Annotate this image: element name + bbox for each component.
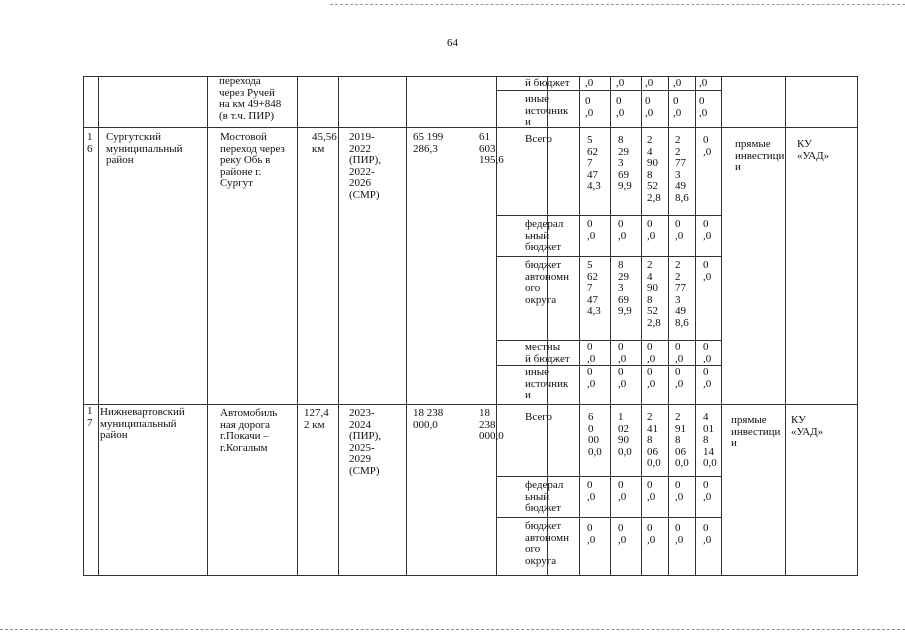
value-cell: 0 ,0 [703,259,712,283]
row-divider [496,517,722,518]
value-cell: ,0 [616,77,625,89]
value-cell: 6 0 00 0,0 [588,411,602,458]
col-divider [695,76,696,576]
value-cell: 2 2 77 3 49 8,6 [675,259,689,329]
value-cell: ,0 [645,77,654,89]
value-cell: 0 ,0 [675,341,684,365]
district-cell: Нижневартовский муниципальный район [100,406,185,441]
col-divider [641,76,642,576]
value-cell: 0 ,0 [673,95,682,119]
object-cell: Мостовой переход через реку Обь в районе г. Сургут [220,131,285,189]
executor-cell: КУ «УАД» [797,138,830,162]
value-cell: 0 ,0 [645,95,654,119]
source-name: й бюджет [525,77,570,89]
value-cell: 0 ,0 [703,134,712,158]
value-cell: 2 4 90 8 52 2,8 [647,134,661,204]
value-cell: ,0 [585,77,594,89]
value-cell: 0 ,0 [675,479,684,503]
col-divider [297,76,298,576]
object-cell: Автомобиль ная дорога г.Покачи – г.Когалым [220,407,278,454]
col-divider [579,76,580,576]
table-border-left [83,76,84,576]
value-cell: 8 29 3 69 9,9 [618,134,632,192]
row-divider [83,404,858,405]
scan-top-edge [330,4,905,5]
length-cell: 45,56 км [312,131,337,155]
row-divider [496,476,722,477]
value-cell: 2 2 77 3 49 8,6 [675,134,689,204]
value-cell: 0 ,0 [587,479,596,503]
row-divider [496,215,722,216]
value-cell: 0 ,0 [703,479,712,503]
value-cell: 2 41 8 06 0,0 [647,411,661,469]
col-divider [98,76,99,576]
cost-cell: 18 238 000,0 [413,407,444,431]
col-divider [721,76,722,576]
value-cell: 0 ,0 [675,218,684,242]
cost-cell: 65 199 286,3 [413,131,444,155]
row-number: 1 6 [87,131,93,155]
value-cell: 0 ,0 [675,522,684,546]
source-name: бюджет автономн ого округа [525,520,569,567]
value-cell: 0 ,0 [703,366,712,390]
district-cell: Сургутский муниципальный район [106,131,183,166]
executor-cell: КУ «УАД» [791,414,824,438]
value-cell: 2 91 8 06 0,0 [675,411,689,469]
source-name: Всего [525,133,552,145]
value-cell: 0 ,0 [647,366,656,390]
value-cell: 0 ,0 [703,522,712,546]
mechanism-cell: прямые инвестици и [731,414,781,449]
table-border-bottom [83,575,858,576]
table-border-right [857,76,858,576]
value-cell: 2 4 90 8 52 2,8 [647,259,661,329]
value-cell: 0 ,0 [647,479,656,503]
mechanism-cell: прямые инвестици и [735,138,785,173]
value-cell: 0 ,0 [647,522,656,546]
value-cell: ,0 [699,77,708,89]
source-name: Всего [525,411,552,423]
page-number: 64 [447,37,458,49]
col-divider [785,76,786,576]
source-name: бюджет автономн ого округа [525,259,569,306]
value-cell: 4 01 8 14 0,0 [703,411,717,469]
col-divider [406,76,407,576]
value-cell: 5 62 7 47 4,3 [587,259,601,317]
value-cell: 0 ,0 [618,341,627,365]
scan-bottom-edge [0,629,905,630]
row-number: 1 7 [87,405,93,429]
source-name: местны й бюджет [525,341,570,365]
value-cell: 1 02 90 0,0 [618,411,632,458]
value-cell: 0 ,0 [585,95,594,119]
value-cell: 0 ,0 [703,218,712,242]
value-cell: 8 29 3 69 9,9 [618,259,632,317]
value-cell: 0 ,0 [587,341,596,365]
value-cell: 0 ,0 [647,341,656,365]
row-divider [496,90,722,91]
value-cell: 0 ,0 [699,95,708,119]
length-cell: 127,4 2 км [304,407,329,431]
remaining-cell: 61 603 195,6 [479,131,504,166]
source-name: федерал ьный бюджет [525,479,564,514]
remaining-cell: 18 238 000,0 [479,407,504,442]
value-cell: 0 ,0 [675,366,684,390]
col-divider [610,76,611,576]
value-cell: 0 ,0 [618,479,627,503]
value-cell: 0 ,0 [618,522,627,546]
value-cell: 0 ,0 [618,218,627,242]
source-name: иные источник и [525,93,569,128]
period-cell: 2023- 2024 (ПИР), 2025- 2029 (СМР) [349,407,382,477]
value-cell: 0 ,0 [616,95,625,119]
value-cell: 0 ,0 [587,218,596,242]
value-cell: ,0 [673,77,682,89]
source-name: федерал ьный бюджет [525,218,564,253]
col-divider [668,76,669,576]
value-cell: 0 ,0 [587,366,596,390]
value-cell: 0 ,0 [618,366,627,390]
row-divider [83,127,858,128]
period-cell: 2019- 2022 (ПИР), 2022- 2026 (СМР) [349,131,382,201]
row-divider [496,256,722,257]
object-cell: перехода через Ручей на км 49+848 (в т.ч. ПИР) [219,75,282,122]
value-cell: 5 62 7 47 4,3 [587,134,601,192]
col-divider [207,76,208,576]
table-border-top [83,76,858,77]
value-cell: 0 ,0 [647,218,656,242]
source-name: иные источник и [525,366,569,401]
investment-table [83,76,858,576]
value-cell: 0 ,0 [703,341,712,365]
value-cell: 0 ,0 [587,522,596,546]
